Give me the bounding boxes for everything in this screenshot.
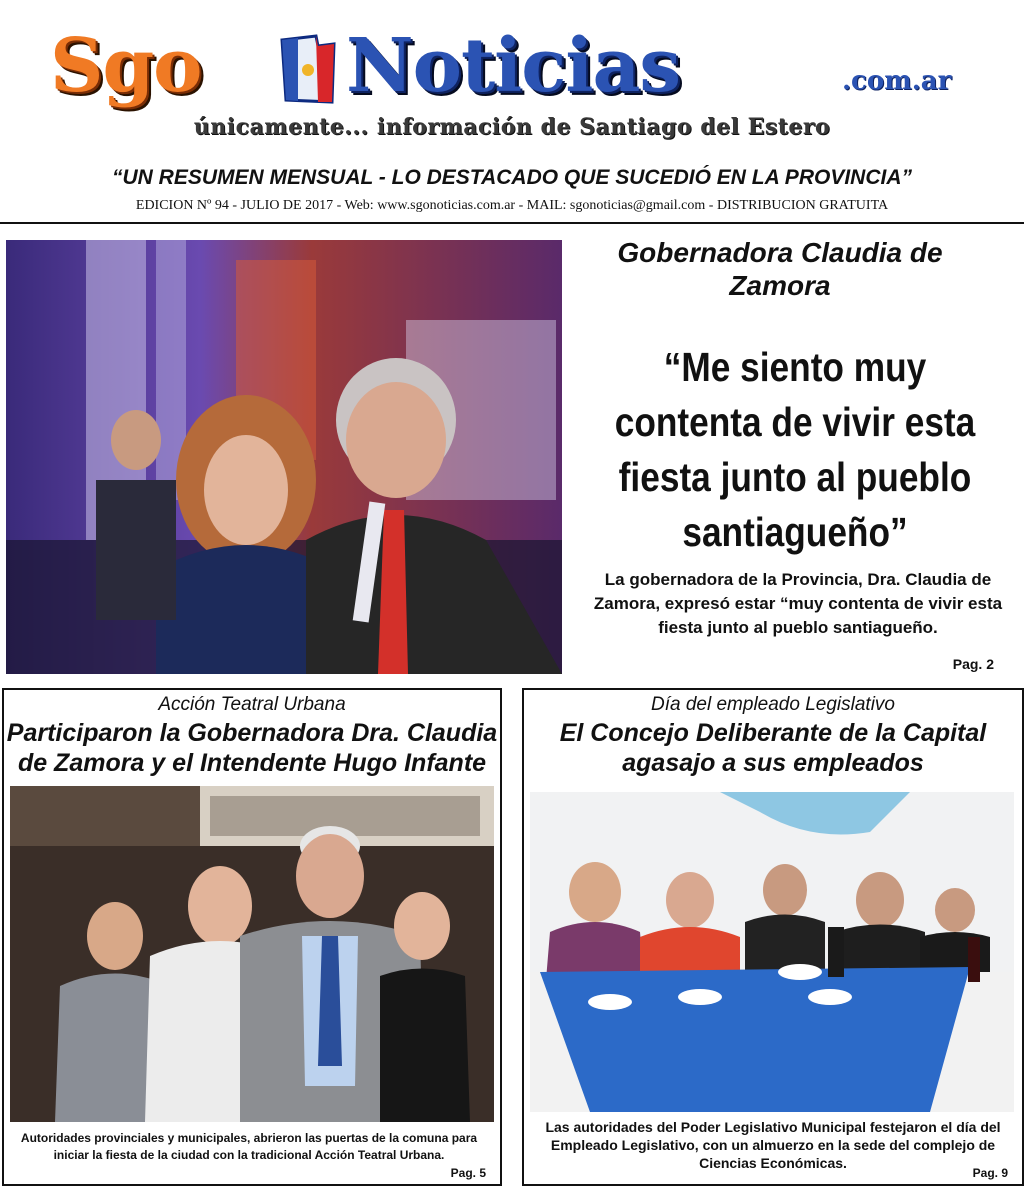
story-photo[interactable] (530, 792, 1014, 1112)
story-kicker: Día del empleado Legislativo (651, 694, 895, 715)
story-caption: Las autoridades del Poder Legislativo Municipal festejaron el día del Empleado Legislativo, con un almuerzo en la sede del complejo de Ciencias Económicas. (545, 1119, 1001, 1171)
story-headline[interactable]: Participaron la Gobernadora Dra. Claudia de Zamora y el Intendente Hugo Infante (6, 719, 498, 777)
santiago-flag-icon (278, 32, 338, 106)
main-story-page-ref[interactable]: Pag. 2 (952, 656, 994, 672)
main-story-photo[interactable] (6, 240, 562, 674)
story-page-ref[interactable]: Pag. 5 (450, 1166, 486, 1180)
main-story-lead: La gobernadora de la Provincia, Dra. Claudia de Zamora, expresó estar “muy contenta de vivir esta fiesta junto al pueblo santiagueño. (593, 570, 1003, 637)
story-page-ref[interactable]: Pag. 9 (972, 1166, 1008, 1180)
header-divider (0, 222, 1024, 224)
logo[interactable] (50, 22, 980, 108)
story-headline[interactable]: El Concejo Deliberante de la Capital agasajo a sus empleados (559, 719, 987, 777)
logo-domain: .com.ar (842, 66, 952, 96)
story-caption: Autoridades provinciales y municipales, abrieron las puertas de la comuna para iniciar la fiesta de la ciudad con la tradicional Acción Teatral Urbana. (20, 1131, 478, 1162)
subtitle: “UN RESUMEN MENSUAL - LO DESTACADO QUE SUCEDIÓ EN LA PROVINCIA” (112, 166, 912, 189)
tagline: únicamente... información de Santiago del Estero (193, 114, 831, 140)
logo-noticias: Noticias (346, 23, 681, 109)
story-photo[interactable] (10, 786, 494, 1122)
story-card-teatral[interactable] (2, 688, 502, 1186)
main-story-title[interactable]: Gobernadora Claudia de Zamora (617, 237, 943, 301)
edition-line: EDICION Nº 94 - JULIO DE 2017 - Web: www.sgonoticias.com.ar - MAIL: sgonoticias@gmail.com - DISTRIBUCION GRATUITA (135, 198, 889, 213)
story-card-concejo[interactable] (522, 688, 1024, 1186)
logo-sgo: Sgo (50, 23, 202, 109)
story-kicker: Acción Teatral Urbana (158, 694, 346, 715)
masthead (0, 0, 1024, 160)
main-story-headline[interactable]: “Me siento muy contenta de vivir esta fiesta junto al pueblo santiagueño” (614, 344, 976, 555)
